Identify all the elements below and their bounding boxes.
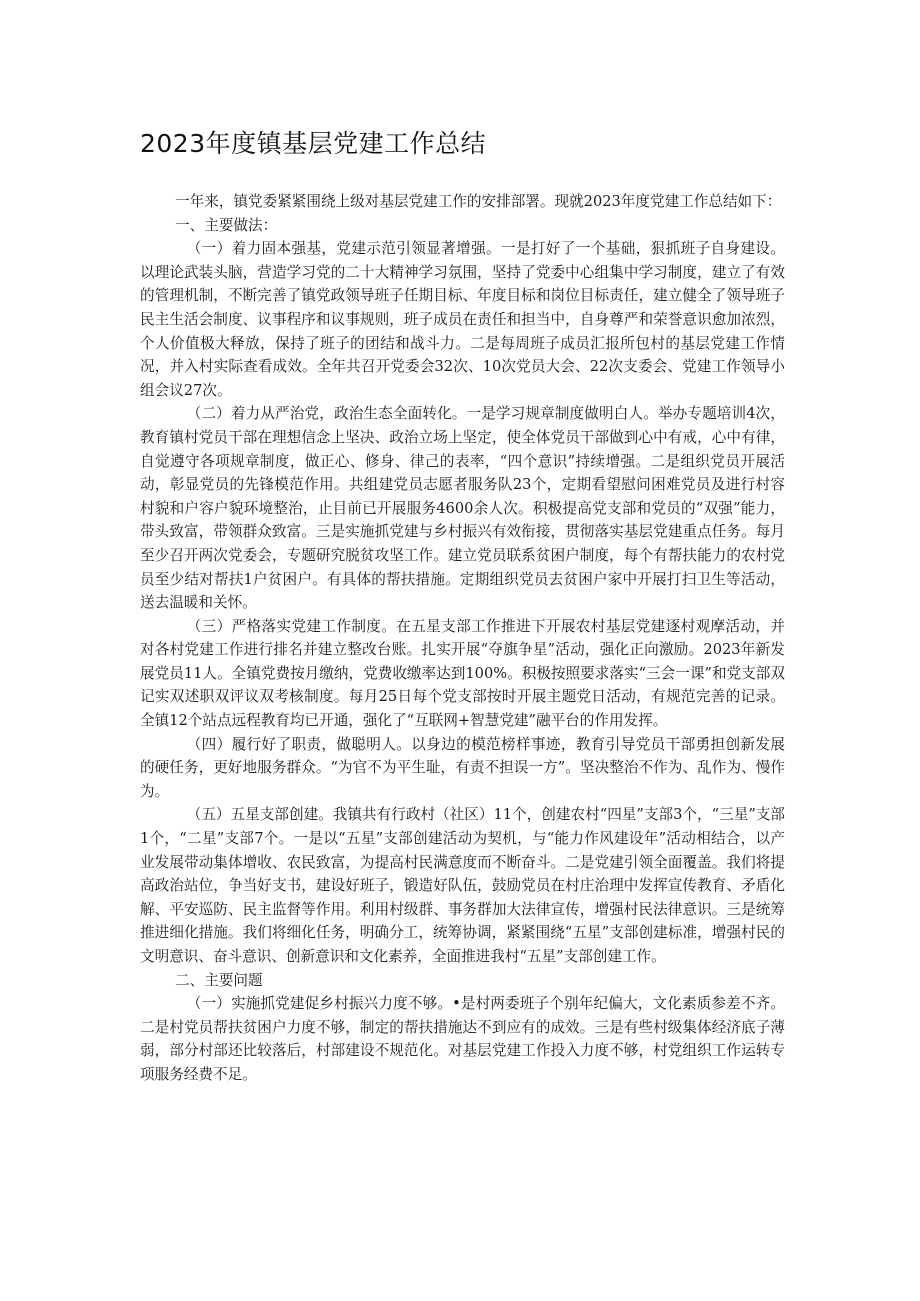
paragraph-practice-1: （一）着力固本强基，党建示范引领显著增强。一是打好了一个基础，狠抓班子自身建设。以理论武装头脑，营造学习党的二十大精神学习氛围，坚持了党委中心组集中学习制度，建立了有效的管理机制，不断完善了镇党政领导班子任期目标、年度目标和岗位目标责任，建立健全了领导班子民主生活会制度、议事程序和议事规则，班子成员在责任和担当中，自身尊严和荣誉意识愈加浓烈，个人价值极大释放，保持了班子的团结和战斗力。二是每周班子成员汇报所包村的基层党建工作情况，并入村实际查看成效。全年共召开党委会32次、10次党员大会、22次支委会、党建工作领导小组会议27次。 — [140, 240, 785, 399]
document-title: 2023年度镇基层党建工作总结 — [140, 129, 487, 158]
paragraph-practice-2: （二）着力从严治党，政治生态全面转化。一是学习规章制度做明白人。举办专题培训4次，教育镇村党员干部在理想信念上坚决、政治立场上坚定，使全体党员干部做到心中有戒，心中有律，自觉遵守各项规章制度，做正心、修身、律己的表率，“四个意识”持续增强。二是组织党员开展活动，彰显党员的先锋模范作用。共组建党员志愿者服务队23个，定期看望慰问困难党员及进行村容村貌和户容户貌环境整治，止目前已开展服务4600余人次。积极提高党支部和党员的“双强”能力，带头致富，带领群众致富。三是实施抓党建与乡村振兴有效衔接，贯彻落实基层党建重点任务。每月至少召开两次党委会，专题研究脱贫攻坚工作。建立党员联系贫困户制度，每个有帮扶能力的农村党员至少结对帮扶1户贫困户。有具体的帮扶措施。定期组织党员去贫困户家中开展打扫卫生等活动，送去温暖和关怀。 — [140, 405, 785, 612]
paragraph-practice-4: （四）履行好了职责，做聪明人。以身边的模范榜样事迹，教育引导党员干部勇担创新发展的硬任务，更好地服务群众。“为官不为平生耻，有责不担误一方”。坚决整治不作为、乱作为、慢作为。 — [140, 735, 785, 800]
paragraph-problem-1: （一）实施抓党建促乡村振兴力度不够。•是村两委班子个别年纪偏大，文化素质参差不齐。二是村党员帮扶贫困户力度不够，制定的帮扶措施达不到应有的成效。三是有些村级集体经济底子薄弱，部分村部还比较落后，村部建设不规范化。对基层党建工作投入力度不够，村党组织工作运转专项服务经费不足。 — [140, 995, 785, 1083]
section-heading-main-problems: 二、主要问题 — [175, 971, 263, 989]
paragraph-practice-3: （三）严格落实党建工作制度。在五星支部工作推进下开展农村基层党建逐村观摩活动，并对各村党建工作进行排名并建立整改台账。扎实开展“夺旗争星”活动，强化正向激励。2023年新发展党员11人。全镇党费按月缴纳，党费收缴率达到100%。积极按照要求落实“三会一课”和党支部双记实双述职双评议双考核制度。每月25日每个党支部按时开展主题党日活动，有规范完善的记录。全镇12个站点远程教育均已开通，强化了“互联网+智慧党建”融平台的作用发挥。 — [140, 617, 785, 730]
paragraph-practice-5: （五）五星支部创建。我镇共有行政村（社区）11个，创建农村“四星”支部3个，“三星”支部1个，“二星”支部7个。一是以“五星”支部创建活动为契机，与“能力作风建设年”活动相结合，以产业发展带动集体增收、农民致富，为提高村民满意度而不断奋斗。二是党建引领全面覆盖。我们将提高政治站位，争当好支书，建设好班子，锻造好队伍，鼓励党员在村庄治理中发挥宣传教育、矛盾化解、平安巡防、民主监督等作用。利用村级群、事务群加大法律宣传，增强村民法律意识。三是统筹推进细化措施。我们将细化任务，明确分工，统筹协调，紧紧围绕“五星”支部创建标准，增强村民的文明意识、奋斗意识、创新意识和文化素养，全面推进我村“五星”支部创建工作。 — [140, 806, 785, 965]
document-page — [140, 126, 785, 1087]
intro-paragraph: 一年来，镇党委紧紧围绕上级对基层党建工作的安排部署。现就2023年度党建工作总结如下： — [175, 193, 782, 210]
section-heading-main-practices: 一、主要做法： — [175, 216, 278, 234]
